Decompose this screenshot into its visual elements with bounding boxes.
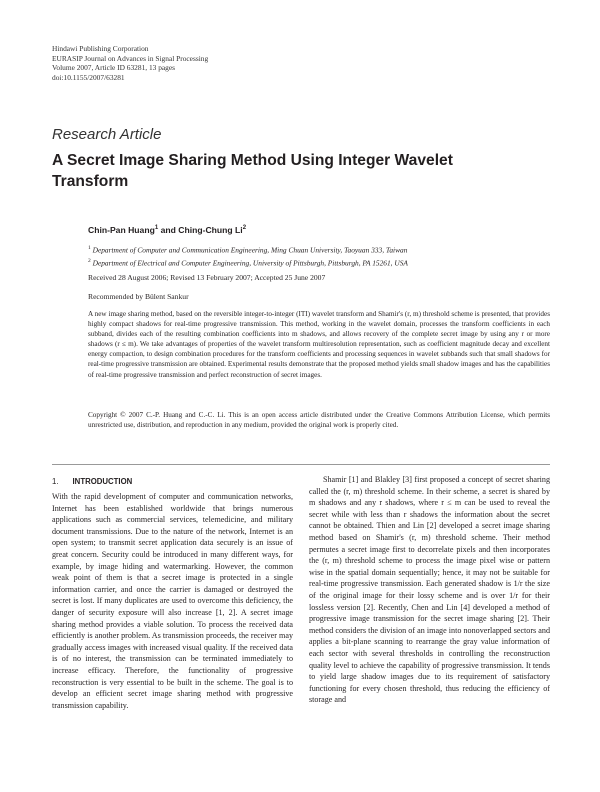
affiliations — [88, 243, 408, 269]
paragraph: Shamir [1] and Blakley [3] first proposed a concept of secret sharing called the (r, m) threshold scheme. In their scheme, a secret is shared by m shadows and any r shadows, where r ≤ m can be used to reveal the secret while with less than r shadows the information about the secret cannot be obtained. Thien and Lin [2] developed a secret image sharing method based on Shamir's (r, m) threshold scheme. Their method permutes a secret image first to decorrelate pixels and then incorporates the (r, m) threshold scheme to process the image pixel wise or pattern wise in the spatial domain sequentially; hence, it may not be suitable for real-time progressive transmission. Each generated shadow is 1/r the size of the original image for their lossy scheme and is over 1/r for their lossless version [2]. Recently, Chen and Lin [4] developed a method of progressive image transmission for the secret image sharing [2]. Their method considers the division of an image into nonoverlapped sectors and applies a bit-plane scanning to rearrange the gray value information of each sector with several thresholds in controlling the reconstruction quality level to achieve the capability of progressive transmission. It tends to yield large shadow images due to its requirement of satisfactory functioning for every chosen threshold, thus reducing the efficiency of storage and — [309, 475, 550, 705]
article-type: Research Article — [52, 126, 162, 143]
paragraph: With the rapid development of computer and communication networks, Internet has been established worldwide that brings numerous applications such as commercial services, telemedicine, and military document transmissions. Due to the nature of the network, Internet is an open system; to transmit secret application data securely is an issue of great concern. Security could be introduced in many different ways, for example, by image hiding and watermarking. However, the common weak point of them is that a secret image is protected in a single information carrier, and once the carrier is damaged or destroyed the secret is lost. If many duplicates are used to overcome this deficiency, the danger of security exposure will also increase [1, 2]. A secret image sharing method provides a viable solution. To process the received data efficiently is another problem. As transmission proceeds, the receiver may gradually access images with increased visual quality. If the received data is of no interest, the transmission can be terminated immediately to increase efficacy. Therefore, the functionality of progressive reconstruction is very essential to be built in the scheme. The goal is to develop an efficient secret image sharing method with progressive transmission capability. — [52, 492, 293, 710]
affiliation-marker: 2 — [88, 257, 91, 264]
author-list — [88, 225, 246, 235]
publisher: Hindawi Publishing Corporation — [52, 44, 149, 53]
author-name: Chin-Pan Huang — [88, 225, 155, 235]
affiliation — [88, 256, 408, 269]
journal-name: EURASIP Journal on Advances in Signal Processing — [52, 53, 209, 63]
doi[interactable]: doi:10.1155/2007/63281 — [52, 72, 125, 82]
section-title: INTRODUCTION — [72, 477, 133, 486]
journal-header — [52, 44, 208, 82]
affiliation-marker: 2 — [242, 225, 247, 232]
paper-title: A Secret Image Sharing Method Using Integer Wavelet Transform — [52, 152, 453, 190]
author-separator: and — [158, 225, 179, 235]
section-divider — [52, 464, 550, 465]
body-column-right — [309, 474, 550, 706]
received-dates: Received 28 August 2006; Revised 13 February 2007; Accepted 25 June 2007 — [88, 273, 326, 282]
recommended-by: Recommended by Bülent Sankur — [88, 292, 189, 301]
affiliation-text: Department of Computer and Communication Engineering, Ming Chuan University, Taoyuan 333, Taiwan — [92, 245, 408, 255]
affiliation-marker: 1 — [88, 245, 91, 251]
author-name: Ching-Chung Li — [178, 225, 243, 235]
body-column-left — [52, 491, 293, 711]
affiliation-marker: 1 — [154, 225, 159, 232]
volume-info: Volume 2007, Article ID 63281, 13 pages — [52, 63, 176, 73]
affiliation — [88, 243, 408, 256]
copyright-notice: Copyright © 2007 C.-P. Huang and C.-C. Li. This is an open access article distributed under the Creative Commons Attribution License, which permits unrestricted use, distribution, and reproduction in any medium, provided the original work is properly cited. — [88, 411, 550, 430]
section-heading — [52, 477, 132, 486]
affiliation-text: Department of Electrical and Computer Engineering, University of Pittsburgh, Pittsburgh, PA 15261, USA — [92, 258, 408, 268]
abstract: A new image sharing method, based on the reversible integer-to-integer (ITI) wavelet transform and Shamir's (r, m) threshold scheme is presented, that provides highly compact shadows for real-time progressive transmission. This method, working in the wavelet domain, processes the transform coefficients in each subband, divides each of the resulting combination coefficients into m shadows, and allows recovery of the complete secret image by using any r or more shadows (r ≤ m). We take advantages of properties of the wavelet transform multiresolution representation, such as coefficient magnitude decay and excellent energy compaction, to design combination procedures for the transform coefficients and processing sequences in wavelet subbands such that small shadows for real-time progressive transmission are obtained. Experimental results demonstrate that the proposed method yields small shadow images and has the capabilities of real-time progressive transmission and perfect reconstruction of secret images. — [88, 310, 550, 379]
section-number: 1. — [52, 477, 59, 486]
